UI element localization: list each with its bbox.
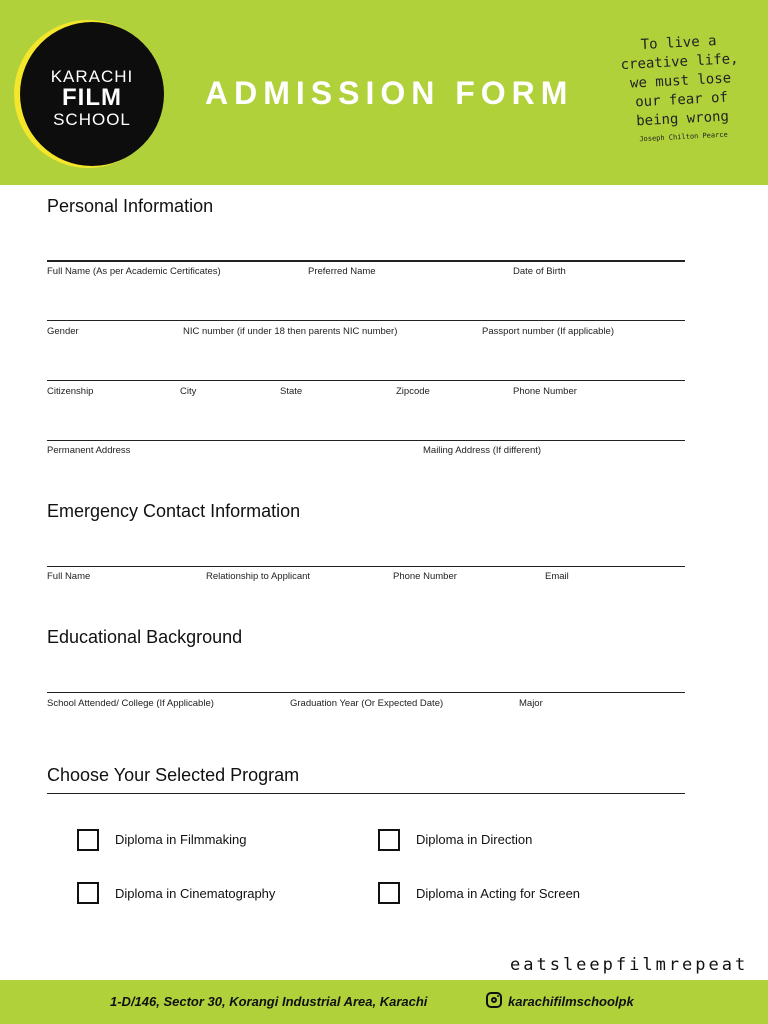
label-city: City <box>180 386 197 397</box>
label-phone-number: Phone Number <box>513 386 577 397</box>
option-label-filmmaking: Diploma in Filmmaking <box>115 832 247 847</box>
label-state: State <box>280 386 303 397</box>
label-passport-number: Passport number (If applicable) <box>482 326 615 337</box>
section-educational-background: Educational Background <box>47 627 243 647</box>
quote-line: we must lose <box>629 70 732 92</box>
handwritten-quote <box>603 30 758 147</box>
label-school-attended: School Attended/ College (If Applicable) <box>47 698 214 709</box>
option-label-direction: Diploma in Direction <box>416 832 533 847</box>
quote-author: Joseph Chilton Pearce <box>639 130 728 144</box>
label-date-of-birth: Date of Birth <box>513 266 566 277</box>
field-line-personal-row2[interactable] <box>47 320 685 321</box>
quote-line: To live a <box>640 33 717 54</box>
label-citizenship: Citizenship <box>47 386 94 397</box>
logo-text-karachi: KARACHI <box>50 67 134 86</box>
label-full-name: Full Name (As per Academic Certificates) <box>47 266 221 277</box>
label-mailing-address: Mailing Address (If different) <box>423 445 542 456</box>
logo-text-school: SCHOOL <box>53 110 131 129</box>
checkbox-filmmaking[interactable] <box>77 829 99 851</box>
logo-text-film: FILM <box>62 84 122 111</box>
school-logo <box>20 22 164 166</box>
option-label-acting-for-screen: Diploma in Acting for Screen <box>416 886 581 901</box>
footer-bar <box>0 980 768 1024</box>
label-email: Email <box>545 571 569 582</box>
label-nic-number: NIC number (if under 18 then parents NIC number) <box>183 326 398 337</box>
label-major: Major <box>519 698 543 709</box>
field-line-personal-row3[interactable] <box>47 380 685 381</box>
checkbox-cinematography[interactable] <box>77 882 99 904</box>
section-personal-information: Personal Information <box>47 196 214 216</box>
checkbox-acting-for-screen[interactable] <box>378 882 400 904</box>
label-emergency-full-name: Full Name <box>47 571 91 582</box>
label-preferred-name: Preferred Name <box>308 266 376 277</box>
instagram-icon <box>486 992 502 1008</box>
label-zipcode: Zipcode <box>396 386 430 397</box>
instagram-handle-link[interactable]: karachifilmschoolpk <box>508 994 634 1009</box>
checkbox-direction[interactable] <box>378 829 400 851</box>
field-line-education-row1[interactable] <box>47 692 685 693</box>
quote-line: being wrong <box>635 108 730 130</box>
label-emergency-phone: Phone Number <box>393 571 457 582</box>
label-graduation-year: Graduation Year (Or Expected Date) <box>290 698 444 709</box>
quote-line: our fear of <box>634 89 729 111</box>
field-line-personal-row4[interactable] <box>47 440 685 441</box>
section-emergency-contact: Emergency Contact Information <box>47 501 301 521</box>
section-program-selection: Choose Your Selected Program <box>47 765 300 785</box>
option-label-cinematography: Diploma in Cinematography <box>115 886 276 901</box>
label-permanent-address: Permanent Address <box>47 445 131 456</box>
footer-address: 1-D/146, Sector 30, Korangi Industrial Area, Karachi <box>110 994 428 1009</box>
section-divider <box>47 793 685 794</box>
label-gender: Gender <box>47 326 79 337</box>
field-line-personal-row1[interactable] <box>47 260 685 262</box>
header-banner <box>0 0 768 185</box>
quote-line: creative life, <box>620 50 739 74</box>
tagline-eatsleepfilmrepeat: eatsleepfilmrepeat <box>510 955 749 975</box>
label-relationship: Relationship to Applicant <box>206 571 311 582</box>
field-line-emergency-row1[interactable] <box>47 566 685 567</box>
form-title: ADMISSION FORM <box>205 75 574 111</box>
